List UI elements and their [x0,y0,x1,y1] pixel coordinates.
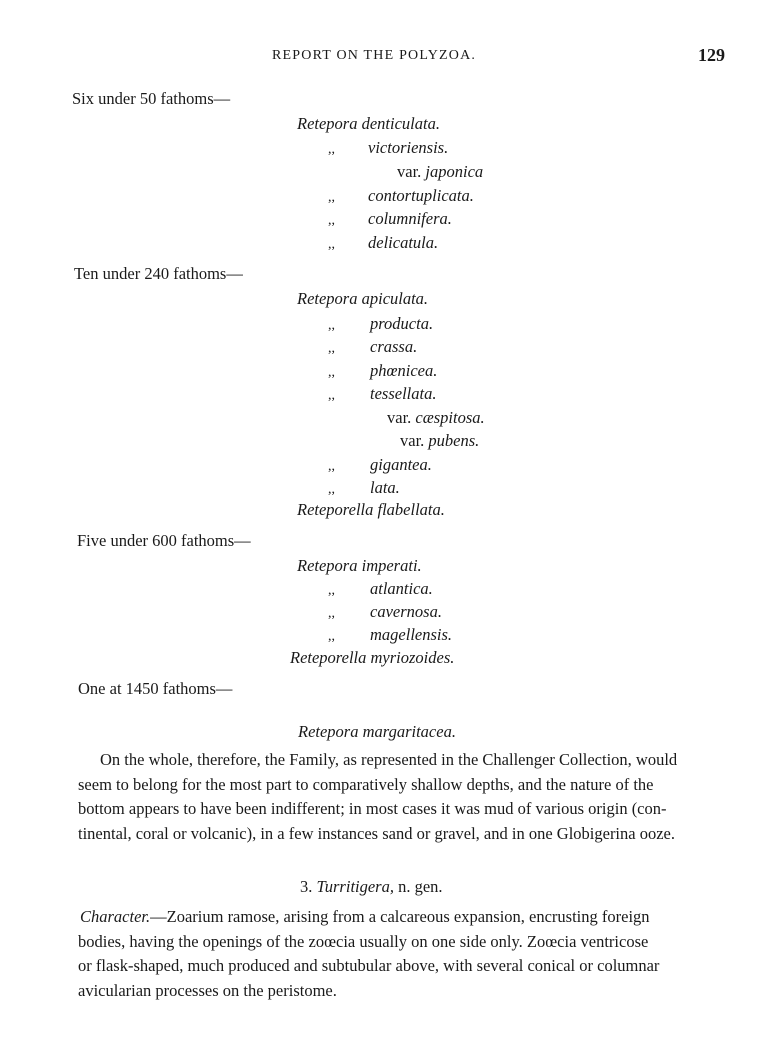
species-entry: ,, atlantica. [328,579,433,598]
ditto-mark: ,, [328,318,335,333]
group-label-240-fathoms: Ten under 240 fathoms— [74,264,243,283]
text-line: or flask-shaped, much produced and subtubular above, with several conical or columnar [78,956,660,975]
text-line: Character.—Zoarium ramose, arising from a calcareous expansion, encrusting foreign [80,907,650,926]
text-line: tinental, coral or volcanic), in a few instances sand or gravel, and in one Globigerina ooze. [78,823,675,843]
species-entry: ,, delicatula. [328,233,439,252]
ditto-mark: ,, [328,606,335,621]
species-entry: Retepora margaritacea. [298,722,456,741]
species-entry: Retepora apiculata. [297,289,429,308]
ditto-mark: ,, [328,213,335,228]
ditto-mark: ,, [328,629,335,644]
ditto-mark: ,, [328,388,335,403]
section-heading: 3. Turritigera, n. gen. [300,877,443,896]
species-entry: ,, crassa. [328,337,418,356]
ditto-mark: ,, [328,190,335,205]
species-entry: ,, lata. [328,478,400,497]
species-entry: ,, producta. [328,314,434,333]
ditto-mark: ,, [328,237,335,252]
character-label: Character. [80,907,151,926]
group-label-50-fathoms: Six under 50 fathoms— [72,89,231,108]
species-entry: ,, victoriensis. [328,138,449,157]
species-entry: ,, magellensis. [328,625,453,644]
text-line: avicularian processes on the peristome. [78,980,337,1000]
variety-entry: var. japonica [397,162,484,181]
character-paragraph [78,905,728,1003]
group-label-600-fathoms: Five under 600 fathoms— [77,531,251,550]
species-entry: ,, phœnicea. [328,361,438,380]
ditto-mark: ,, [328,142,335,157]
species-entry: ,, gigantea. [328,455,432,474]
group-label-1450-fathoms: One at 1450 fathoms— [78,679,233,698]
page-number: 129 [698,45,725,65]
text-line: seem to belong for the most part to comparatively shallow depths, and the nature of the [78,774,654,794]
text-line: bottom appears to have been indifferent; in most cases it was mud of various origin (con- [78,799,667,818]
species-entry: ,, contortuplicata. [328,186,474,205]
summary-paragraph [78,748,728,846]
variety-entry: var. cæspitosa. [387,408,485,427]
species-entry: Reteporella flabellata. [297,500,445,519]
species-entry: ,, cavernosa. [328,602,442,621]
text-line: On the whole, therefore, the Family, as represented in the Challenger Collection, would [100,750,678,769]
species-entry: ,, tessellata. [328,384,437,403]
variety-entry: var. pubens. [400,431,480,450]
ditto-mark: ,, [328,482,335,497]
ditto-mark: ,, [328,365,335,380]
ditto-mark: ,, [328,341,335,356]
running-header: REPORT ON THE POLYZOA. [272,48,477,63]
species-entry: Reteporella myriozoides. [290,648,455,667]
species-entry: ,, columnifera. [328,209,452,228]
species-entry: Retepora denticulata. [297,114,440,133]
species-entry: Retepora imperati. [297,556,422,575]
ditto-mark: ,, [328,459,335,474]
ditto-mark: ,, [328,583,335,598]
text-line: bodies, having the openings of the zoœcia usually on one side only. Zoœcia ventricose [78,931,649,951]
